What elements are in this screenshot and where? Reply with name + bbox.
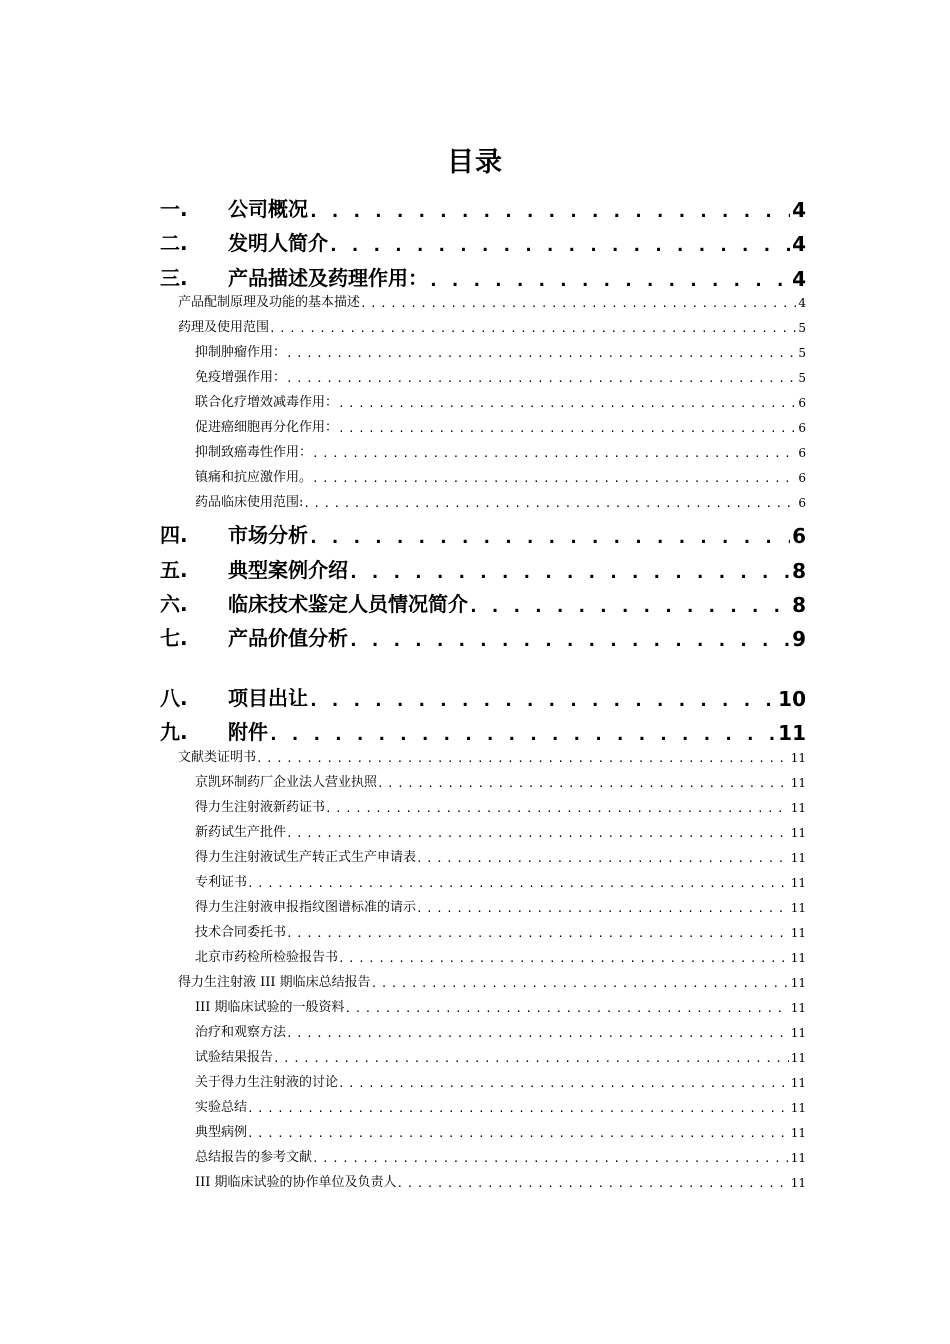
toc-entry-page: 11 [790, 876, 806, 890]
toc-entry-page: 11 [790, 1026, 806, 1040]
toc-dot-leader [268, 724, 776, 745]
toc-dot-leader [338, 952, 789, 965]
toc-dot-leader [312, 472, 796, 485]
toc-entry-title: 附件 [228, 720, 268, 744]
toc-entry-title: 典型案例介绍 [228, 558, 348, 582]
toc-dot-leader [286, 827, 789, 840]
toc-chapter-entry[interactable] [160, 621, 806, 651]
toc-entry-title: 抑制肿瘤作用： [195, 345, 287, 360]
toc-subentry[interactable] [195, 1145, 806, 1165]
toc-entry-title: 药理及使用范围 [178, 320, 270, 335]
toc-entry-page: 11 [790, 1001, 806, 1015]
toc-subentry[interactable] [195, 390, 806, 410]
toc-entry-title: 得力生注射液新药证书 [195, 800, 326, 815]
toc-entry-title: 得力生注射液 III 期临床总结报告 [178, 975, 371, 990]
toc-entry-title: 临床技术鉴定人员情况简介 [228, 592, 468, 616]
toc-subentry[interactable] [195, 795, 806, 815]
toc-dot-leader [397, 1177, 789, 1190]
toc-entry-page: 6 [798, 471, 806, 485]
toc-dot-leader [269, 322, 796, 335]
toc-entry-title: 新药试生产批件 [195, 825, 287, 840]
toc-entry-page: 6 [792, 524, 806, 548]
toc-dot-leader [308, 527, 790, 548]
toc-entry-number: 一. [160, 197, 188, 221]
toc-entry-title: 抑制致癌毒性作用： [195, 445, 313, 460]
toc-entry-page: 5 [798, 321, 806, 335]
toc-entry-title: 免疫增强作用： [195, 370, 287, 385]
toc-chapter-entry[interactable] [160, 681, 806, 711]
toc-subentry[interactable] [195, 995, 806, 1015]
toc-subentry[interactable] [178, 315, 806, 335]
toc-chapter-entry[interactable] [160, 553, 806, 583]
toc-subentry[interactable] [195, 1020, 806, 1040]
toc-dot-leader [286, 372, 796, 385]
toc-dot-leader [416, 852, 789, 865]
toc-entry-page: 11 [790, 1176, 806, 1190]
toc-entry-page: 6 [798, 396, 806, 410]
toc-entry-title: 产品配制原理及功能的基本描述 [178, 295, 361, 310]
toc-entry-number: 八. [160, 686, 188, 710]
toc-entry-title: 实验总结 [195, 1100, 248, 1115]
toc-subentry[interactable] [195, 440, 806, 460]
toc-entry-title: 试验结果报告 [195, 1050, 274, 1065]
toc-dot-leader [345, 1002, 789, 1015]
toc-entry-page: 10 [778, 687, 806, 711]
toc-subentry[interactable] [195, 365, 806, 385]
toc-entry-page: 11 [790, 1101, 806, 1115]
toc-entry-title: 公司概况 [228, 197, 308, 221]
toc-entry-page: 6 [798, 421, 806, 435]
toc-entry-title: 典型病例 [195, 1125, 248, 1140]
toc-entry-page: 11 [790, 826, 806, 840]
toc-dot-leader [468, 596, 790, 617]
toc-subentry[interactable] [195, 770, 806, 790]
toc-entry-number: 七. [160, 626, 188, 650]
toc-entry-title: 京凯环制药厂企业法人营业执照 [195, 775, 378, 790]
toc-subentry[interactable] [195, 945, 806, 965]
toc-subentry[interactable] [178, 745, 806, 765]
toc-subentry[interactable] [195, 820, 806, 840]
toc-subentry[interactable] [195, 1070, 806, 1090]
toc-entry-page: 11 [790, 901, 806, 915]
toc-dot-leader [338, 397, 796, 410]
toc-dot-leader [312, 1152, 789, 1165]
toc-entry-page: 6 [798, 496, 806, 510]
toc-entry-title: III 期临床试验的协作单位及负责人 [195, 1175, 397, 1190]
toc-dot-leader [286, 1027, 789, 1040]
toc-entry-page: 11 [790, 801, 806, 815]
toc-entry-title: 得力生注射液申报指纹图谱标准的请示 [195, 900, 417, 915]
toc-subentry[interactable] [195, 340, 806, 360]
toc-subentry[interactable] [178, 970, 806, 990]
toc-dot-leader [360, 297, 796, 310]
toc-subentry[interactable] [195, 895, 806, 915]
toc-entry-title: 发明人简介 [228, 231, 328, 255]
toc-entry-title: 项目出让 [228, 686, 308, 710]
toc-entry-title: 市场分析 [228, 523, 308, 547]
toc-chapter-entry[interactable] [160, 261, 806, 291]
toc-entry-number: 二. [160, 231, 188, 255]
toc-entry-page: 5 [798, 371, 806, 385]
toc-entry-title: 产品描述及药理作用： [228, 266, 428, 290]
toc-entry-page: 6 [798, 446, 806, 460]
toc-chapter-entry[interactable] [160, 226, 806, 256]
toc-chapter-entry[interactable] [160, 192, 806, 222]
toc-chapter-entry[interactable] [160, 715, 806, 745]
toc-dot-leader [303, 497, 796, 510]
toc-entry-title: 文献类证明书 [178, 750, 257, 765]
toc-dot-leader [286, 347, 796, 360]
toc-subentry[interactable] [195, 1045, 806, 1065]
toc-entry-page: 11 [790, 776, 806, 790]
toc-subentry[interactable] [195, 1120, 806, 1140]
toc-entry-page: 9 [792, 627, 806, 651]
toc-dot-leader [328, 235, 790, 256]
toc-dot-leader [247, 877, 789, 890]
toc-entry-page: 4 [798, 296, 806, 310]
toc-dot-leader [247, 1127, 789, 1140]
toc-entry-page: 11 [790, 1151, 806, 1165]
toc-dot-leader [338, 1077, 789, 1090]
toc-dot-leader [338, 422, 796, 435]
toc-entry-page: 11 [790, 951, 806, 965]
toc-entry-page: 11 [778, 721, 806, 745]
toc-dot-leader [308, 201, 790, 222]
toc-subentry[interactable] [195, 920, 806, 940]
page-title: 目录 [447, 147, 503, 178]
toc-dot-leader [377, 777, 789, 790]
toc-dot-leader [348, 630, 790, 651]
toc-dot-leader [312, 447, 796, 460]
toc-dot-leader [428, 270, 790, 291]
toc-entry-title: 联合化疗增效减毒作用： [195, 395, 339, 410]
toc-subentry[interactable] [195, 1095, 806, 1115]
toc-entry-page: 8 [792, 593, 806, 617]
toc-entry-title: 促进癌细胞再分化作用： [195, 420, 339, 435]
toc-entry-number: 三. [160, 266, 188, 290]
toc-subentry[interactable] [195, 415, 806, 435]
toc-entry-page: 4 [792, 267, 806, 291]
toc-entry-title: 药品临床使用范围: [195, 495, 304, 510]
toc-subentry[interactable] [195, 870, 806, 890]
toc-subentry[interactable] [195, 1170, 806, 1190]
toc-entry-title: 专利证书 [195, 875, 248, 890]
toc-chapter-entry[interactable] [160, 587, 806, 617]
toc-subentry[interactable] [195, 845, 806, 865]
toc-entry-title: 关于得力生注射液的讨论 [195, 1075, 339, 1090]
toc-entry-number: 六. [160, 592, 188, 616]
toc-dot-leader [348, 562, 790, 583]
toc-subentry[interactable] [178, 290, 806, 310]
toc-entry-number: 五. [160, 558, 188, 582]
toc-dot-leader [256, 752, 789, 765]
toc-dot-leader [416, 902, 789, 915]
toc-entry-title: 技术合同委托书 [195, 925, 287, 940]
toc-dot-leader [325, 802, 789, 815]
toc-entry-page: 5 [798, 346, 806, 360]
toc-entry-page: 4 [792, 198, 806, 222]
toc-entry-title: 总结报告的参考文献 [195, 1150, 313, 1165]
toc-entry-page: 11 [790, 851, 806, 865]
toc-entry-title: 产品价值分析 [228, 626, 348, 650]
toc-dot-leader [308, 690, 776, 711]
toc-entry-title: 治疗和观察方法 [195, 1025, 287, 1040]
toc-dot-leader [371, 977, 789, 990]
toc-entry-title: III 期临床试验的一般资料 [195, 1000, 345, 1015]
toc-subentry[interactable] [195, 465, 806, 485]
toc-entry-page: 11 [790, 751, 806, 765]
toc-entry-page: 11 [790, 1051, 806, 1065]
toc-entry-title: 镇痛和抗应激作用。 [195, 470, 313, 485]
toc-entry-title: 得力生注射液试生产转正式生产申请表 [195, 850, 417, 865]
toc-entry-title: 北京市药检所检验报告书 [195, 950, 339, 965]
toc-entry-page: 11 [790, 1076, 806, 1090]
toc-entry-page: 8 [792, 559, 806, 583]
toc-entry-page: 11 [790, 976, 806, 990]
toc-dot-leader [273, 1052, 789, 1065]
toc-entry-number: 九. [160, 720, 188, 744]
toc-dot-leader [247, 1102, 789, 1115]
toc-chapter-entry[interactable] [160, 518, 806, 548]
toc-subentry[interactable] [195, 490, 806, 510]
toc-entry-number: 四. [160, 523, 188, 547]
toc-dot-leader [286, 927, 789, 940]
toc-entry-page: 4 [792, 232, 806, 256]
toc-entry-page: 11 [790, 1126, 806, 1140]
toc-entry-page: 11 [790, 926, 806, 940]
